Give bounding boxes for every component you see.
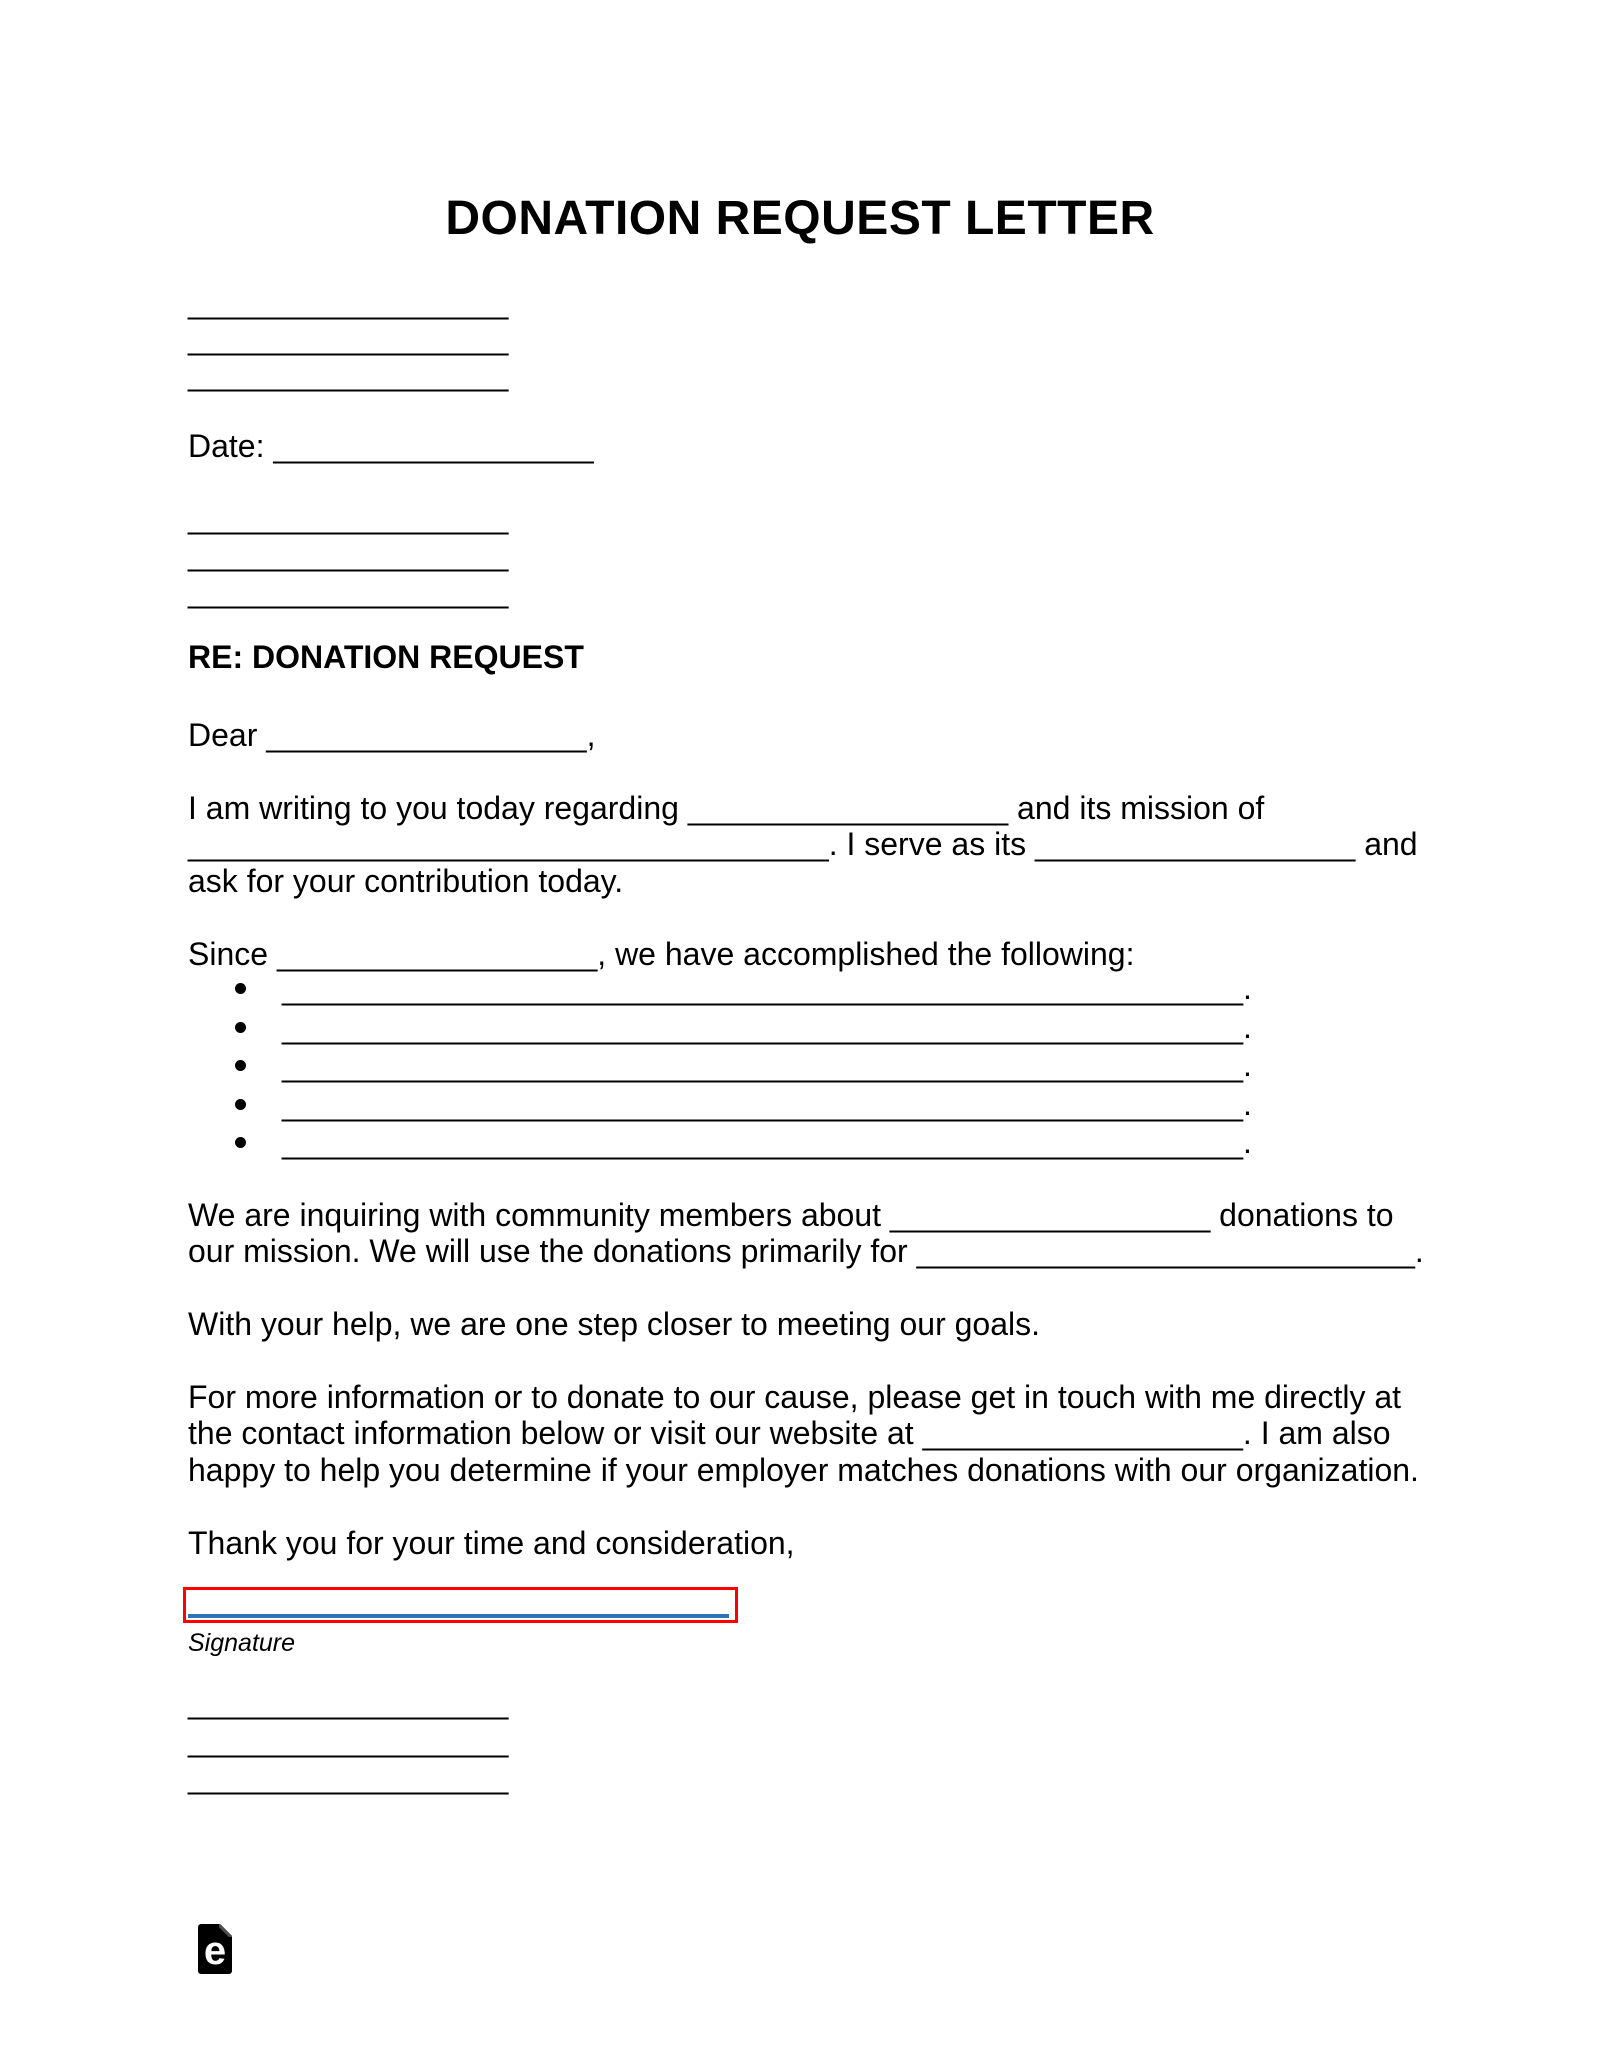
signature-field[interactable] bbox=[183, 1587, 738, 1623]
accomplishment-blank-line: ______________________________________________________. bbox=[282, 1047, 1252, 1083]
sender-address-line: __________________ bbox=[188, 320, 509, 356]
bullet-icon bbox=[235, 983, 246, 994]
sender-address-line: __________________ bbox=[188, 356, 509, 392]
bullet-icon bbox=[235, 1060, 246, 1071]
recipient-address-line: __________________ bbox=[188, 536, 509, 572]
intro-paragraph-line: ask for your contribution today. bbox=[188, 863, 624, 899]
bullet-icon bbox=[235, 1022, 246, 1033]
accomplishment-blank-line: ______________________________________________________. bbox=[282, 970, 1252, 1006]
since-line: Since __________________, we have accomplished the following: bbox=[188, 936, 1135, 972]
eforms-document-icon bbox=[198, 1924, 232, 1974]
accomplishment-item bbox=[188, 1086, 1388, 1125]
accomplishment-item bbox=[188, 1047, 1388, 1086]
signature-label: Signature bbox=[188, 1629, 296, 1657]
contact-paragraph-line: the contact information below or visit our website at __________________. I am also bbox=[188, 1415, 1391, 1451]
signer-detail-line: __________________ bbox=[188, 1759, 509, 1795]
inquiry-paragraph-line: We are inquiring with community members about __________________ donations to bbox=[188, 1197, 1394, 1233]
closing-line: Thank you for your time and consideration, bbox=[188, 1525, 795, 1561]
bullet-icon bbox=[235, 1137, 246, 1148]
recipient-address-line: __________________ bbox=[188, 573, 509, 609]
logo-letter: e bbox=[203, 1929, 227, 1973]
inquiry-paragraph-line: our mission. We will use the donations primarily for ____________________________. bbox=[188, 1233, 1424, 1269]
subject-line: RE: DONATION REQUEST bbox=[188, 639, 584, 675]
contact-paragraph-line: happy to help you determine if your employer matches donations with our organization. bbox=[188, 1452, 1419, 1488]
accomplishment-blank-line: ______________________________________________________. bbox=[282, 1086, 1252, 1122]
contact-paragraph-line: For more information or to donate to our cause, please get in touch with me directly at bbox=[188, 1379, 1402, 1415]
signer-detail-line: __________________ bbox=[188, 1722, 509, 1758]
bullet-icon bbox=[235, 1099, 246, 1110]
accomplishment-blank-line: ______________________________________________________. bbox=[282, 1124, 1252, 1160]
sender-address-line: __________________ bbox=[188, 284, 509, 320]
salutation: Dear __________________, bbox=[188, 717, 596, 753]
signature-underline bbox=[188, 1614, 729, 1618]
recipient-address-line: __________________ bbox=[188, 499, 509, 535]
intro-paragraph-line: I am writing to you today regarding __________________ and its mission of bbox=[188, 790, 1265, 826]
accomplishment-blank-line: ______________________________________________________. bbox=[282, 1009, 1252, 1045]
accomplishment-item bbox=[188, 970, 1388, 1009]
accomplishment-item bbox=[188, 1009, 1388, 1048]
signer-detail-line: __________________ bbox=[188, 1684, 509, 1720]
intro-paragraph-line: ____________________________________. I serve as its __________________ and bbox=[188, 826, 1418, 862]
help-line: With your help, we are one step closer to meeting our goals. bbox=[188, 1306, 1040, 1342]
page-title: DONATION REQUEST LETTER bbox=[445, 192, 1155, 245]
accomplishment-item bbox=[188, 1124, 1388, 1163]
date-line: Date: __________________ bbox=[188, 428, 594, 464]
